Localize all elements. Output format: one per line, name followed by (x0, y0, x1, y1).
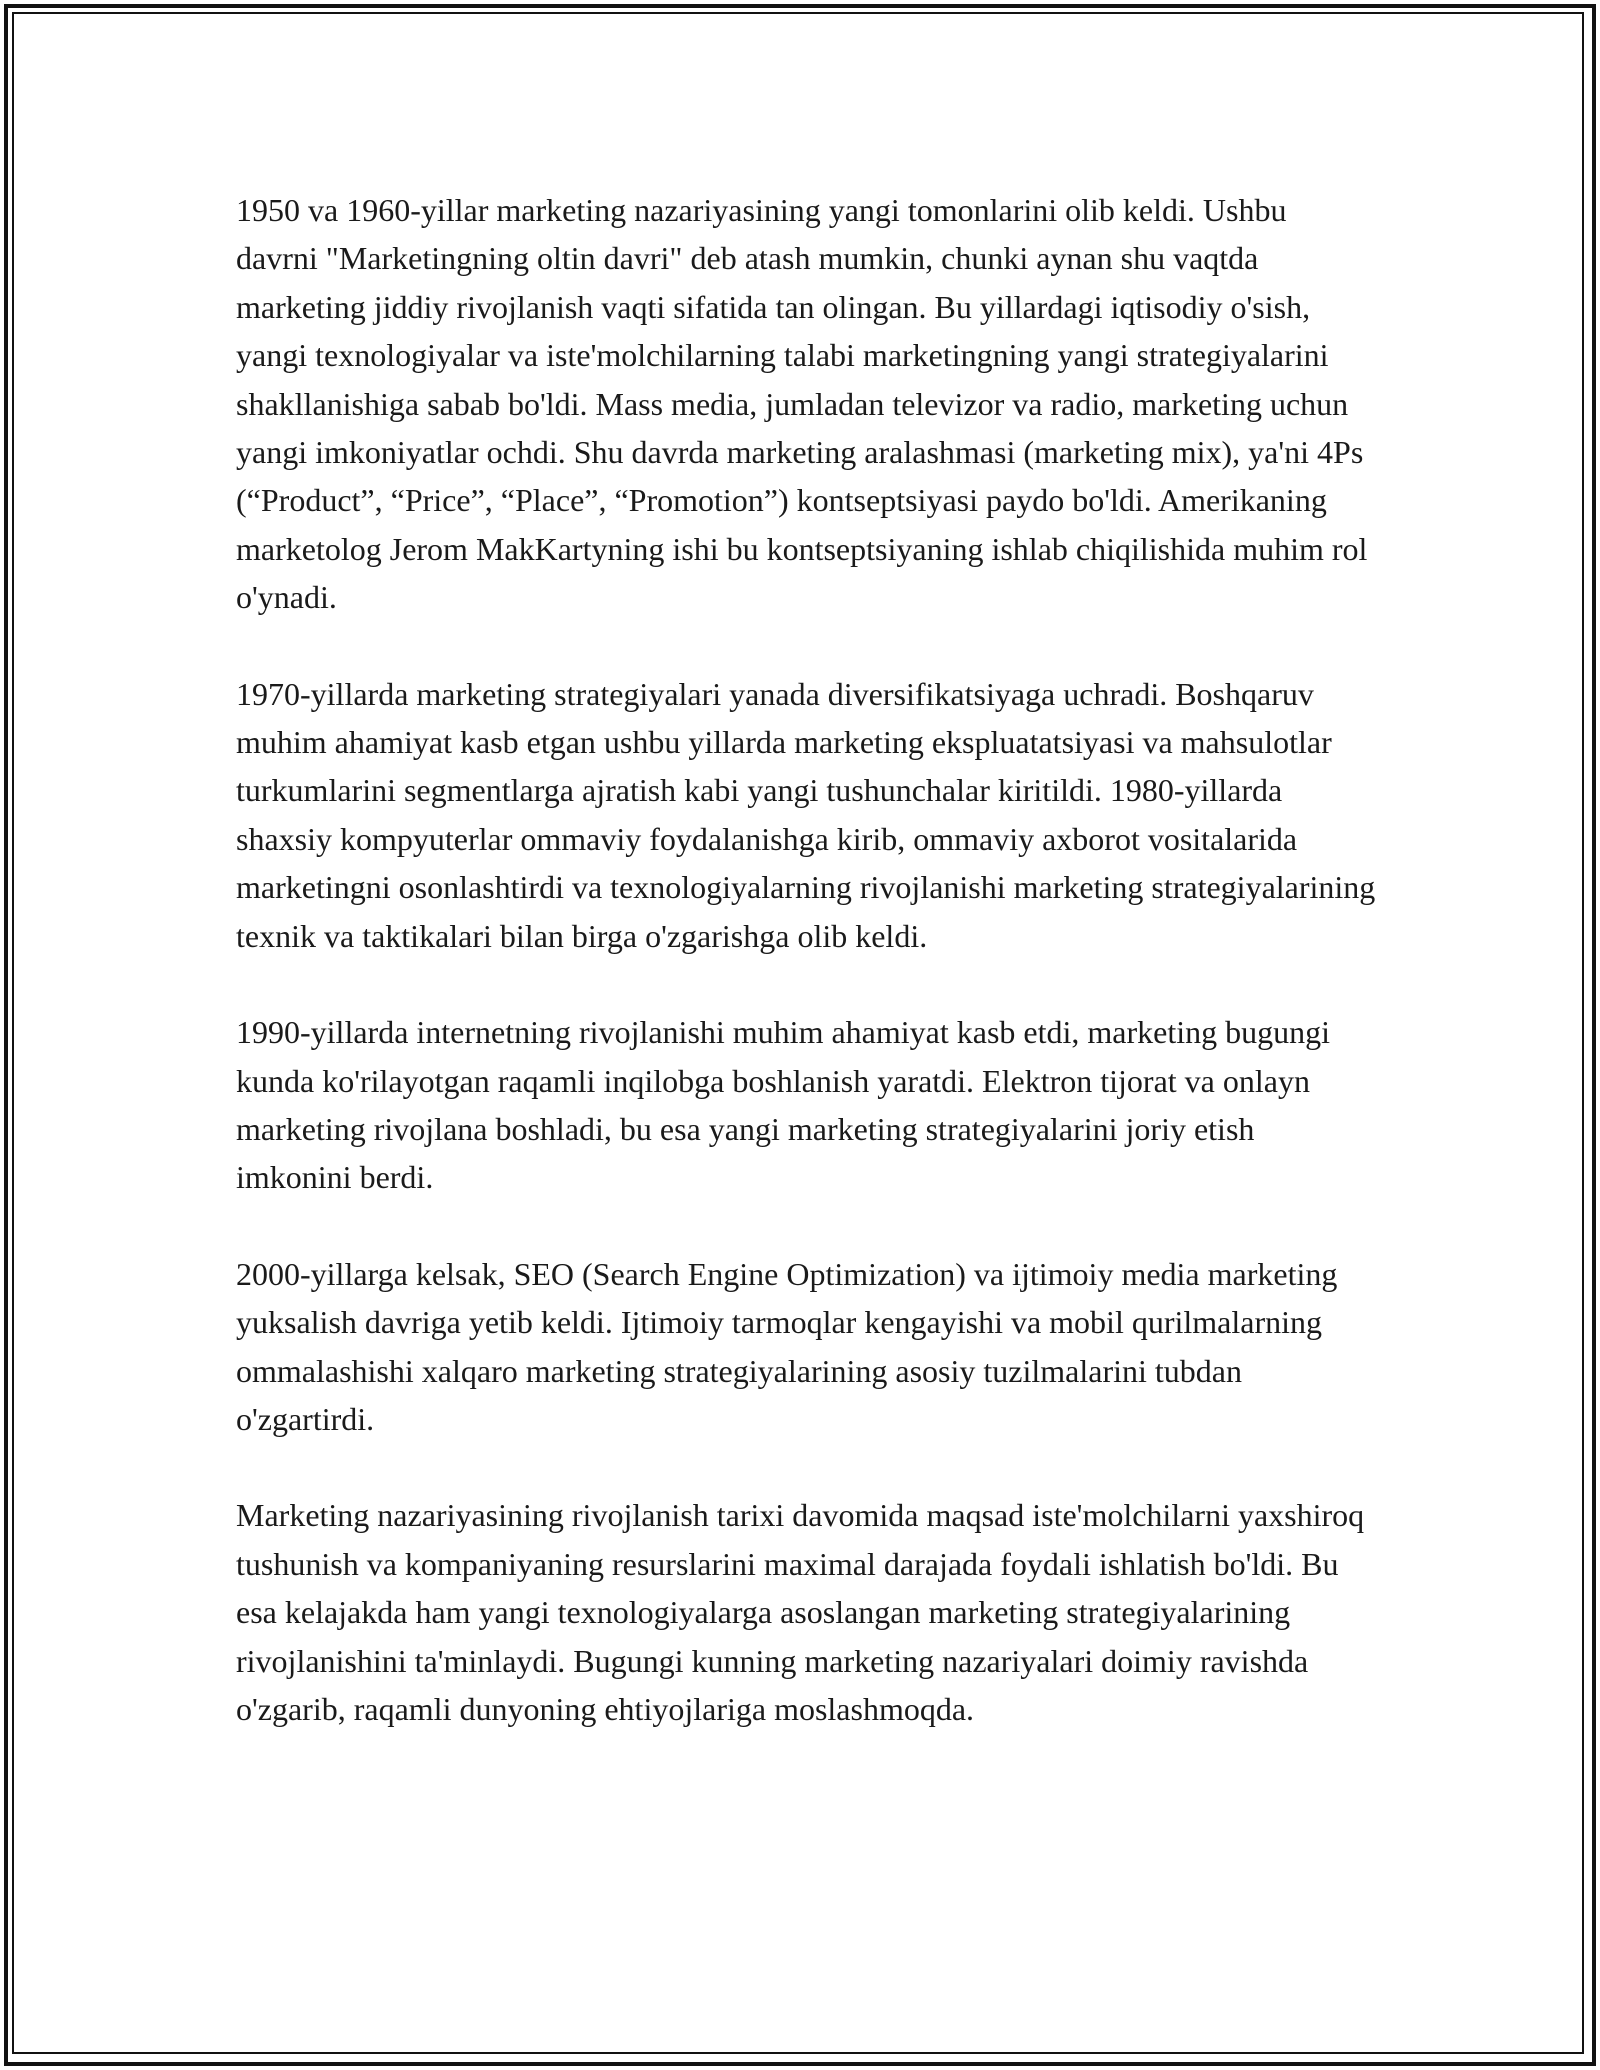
paragraph-1990s: 1990-yillarda internetning rivojlanishi muhim ahamiyat kasb etdi, marketing bugungi kunda ko'rilayotgan raqamli inqilobga boshlanish yaratdi. Elektron tijorat va onlayn marketing rivojlana boshladi, bu esa yangi marketing strategiyalarini joriy etish imkonini berdi. (236, 1014, 1330, 1196)
document-body (236, 186, 1376, 1781)
paragraph-1950s: 1950 va 1960-yillar marketing nazariyasining yangi tomonlarini olib keldi. Ushbu davrni "Marketingning oltin davri" deb atash mumkin, chunki aynan shu vaqtda marketing jiddiy rivojlanish vaqti sifatida tan olingan. Bu yillardagi iqtisodiy o'sish, yangi texnologiyalar va iste'molchilarning talabi marketingning yangi strategiyalarini shakllanishiga sabab bo'ldi. Mass media, jumladan televizor va radio, marketing uchun yangi imkoniyatlar ochdi. Shu davrda marketing aralashmasi (marketing mix), ya'ni 4Ps (“Product”, “Price”, “Place”, “Promotion”) kontseptsiyasi paydo bo'ldi. Amerikaning marketolog Jerom MakKartyning ishi bu kontseptsiyaning ishlab chiqilishida muhim rol o'ynadi. (236, 192, 1368, 616)
paragraph-1970s: 1970-yillarda marketing strategiyalari yanada diversifikatsiyaga uchradi. Boshqaruv muhim ahamiyat kasb etgan ushbu yillarda marketing ekspluatatsiyasi va mahsulotlar turkumlarini segmentlarga ajratish kabi yangi tushunchalar kiritildi. 1980-yillarda shaxsiy kompyuterlar ommaviy foydalanishga kirib, ommaviy axborot vositalarida marketingni osonlashtirdi va texnologiyalarning rivojlanishi marketing strategiyalarining texnik va taktikalari bilan birga o'zgarishga olib keldi. (236, 675, 1376, 954)
paragraph-2000s: 2000-yillarga kelsak, SEO (Search Engine Optimization) va ijtimoiy media marketing yuksalish davriga yetib keldi. Ijtimoiy tarmoqlar kengayishi va mobil qurilmalarning ommalashishi xalqaro marketing strategiyalarining asosiy tuzilmalarini tubdan o'zgartirdi. (236, 1255, 1338, 1437)
paragraph-conclusion: Marketing nazariyasining rivojlanish tarixi davomida maqsad iste'molchilarni yaxshiroq tushunish va kompaniyaning resurslarini maximal darajada foydali ishlatish bo'ldi. Bu esa kelajakda ham yangi texnologiyalarga asoslangan marketing strategiyalarining rivojlanishini ta'minlaydi. Bugungi kunning marketing nazariyalari doimiy ravishda o'zgarib, raqamli dunyoning ehtiyojlariga moslashmoqda. (236, 1497, 1365, 1727)
